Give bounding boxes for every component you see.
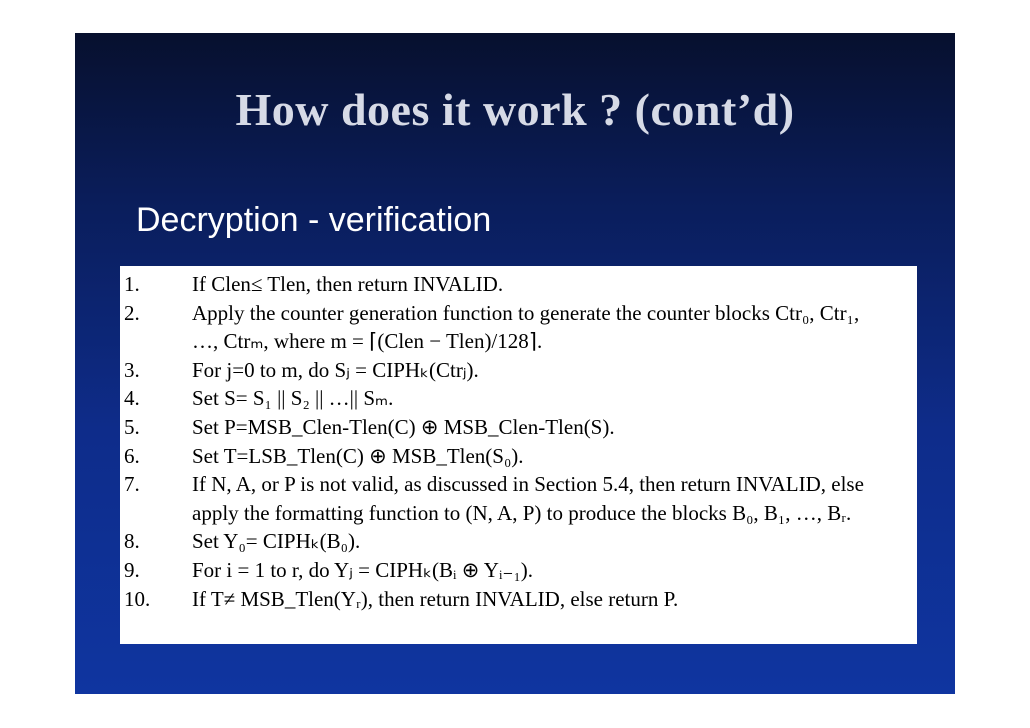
step-text: Set S= S₁ || S₂ || …|| Sₘ. [192,386,394,411]
step-text: Set T=LSB_Tlen(C) ⊕ MSB_Tlen(S₀). [192,443,524,468]
step-number: 1. [124,272,140,296]
step-text: If T≠ MSB_Tlen(Yᵣ), then return INVALID, else return P. [192,586,679,611]
step-8 [120,527,917,556]
step-7 [120,470,917,499]
step-6 [120,442,917,471]
step-5 [120,413,917,442]
step-10 [120,585,917,614]
step-number: 6. [124,443,140,468]
step-text: …, Ctrₘ, where m = ⌈(Clen − Tlen)/128⌉. [192,329,543,354]
step-text: apply the formatting function to (N, A, P) to produce the blocks B₀, B₁, …, Bᵣ. [192,500,852,525]
step-1 [120,270,917,299]
step-2-continued [120,327,917,356]
step-number: 3. [124,357,140,382]
step-text: Apply the counter generation function to generate the counter blocks Ctr₀, Ctr₁, [192,300,860,325]
step-text: Set Y₀= CIPHₖ(B₀). [192,529,361,554]
slide [75,33,955,694]
step-text: For i = 1 to r, do Yⱼ = CIPHₖ(Bᵢ ⊕ Yᵢ₋₁). [192,557,534,582]
step-number: 10. [124,586,151,611]
slide-title: How does it work ? (cont’d) [235,84,795,135]
step-number: 9. [124,557,140,582]
step-text: If N, A, or P is not valid, as discussed in Section 5.4, then return INVALID, else [192,472,864,497]
step-9 [120,556,917,585]
step-number: 5. [124,414,140,439]
slide-subtitle: Decryption - verification [136,201,492,239]
step-3 [120,356,917,385]
step-number: 4. [124,386,140,411]
algorithm-box [120,266,917,644]
step-2 [120,299,917,328]
step-4 [120,384,917,413]
step-7-continued [120,499,917,528]
step-number: 8. [124,529,140,554]
step-number: 2. [124,300,140,325]
step-number: 7. [124,472,140,497]
step-text: For j=0 to m, do Sⱼ = CIPHₖ(Ctrⱼ). [192,357,479,382]
step-text: If Clen≤ Tlen, then return INVALID. [192,272,504,296]
step-text: Set P=MSB_Clen-Tlen(C) ⊕ MSB_Clen-Tlen(S). [192,414,615,439]
